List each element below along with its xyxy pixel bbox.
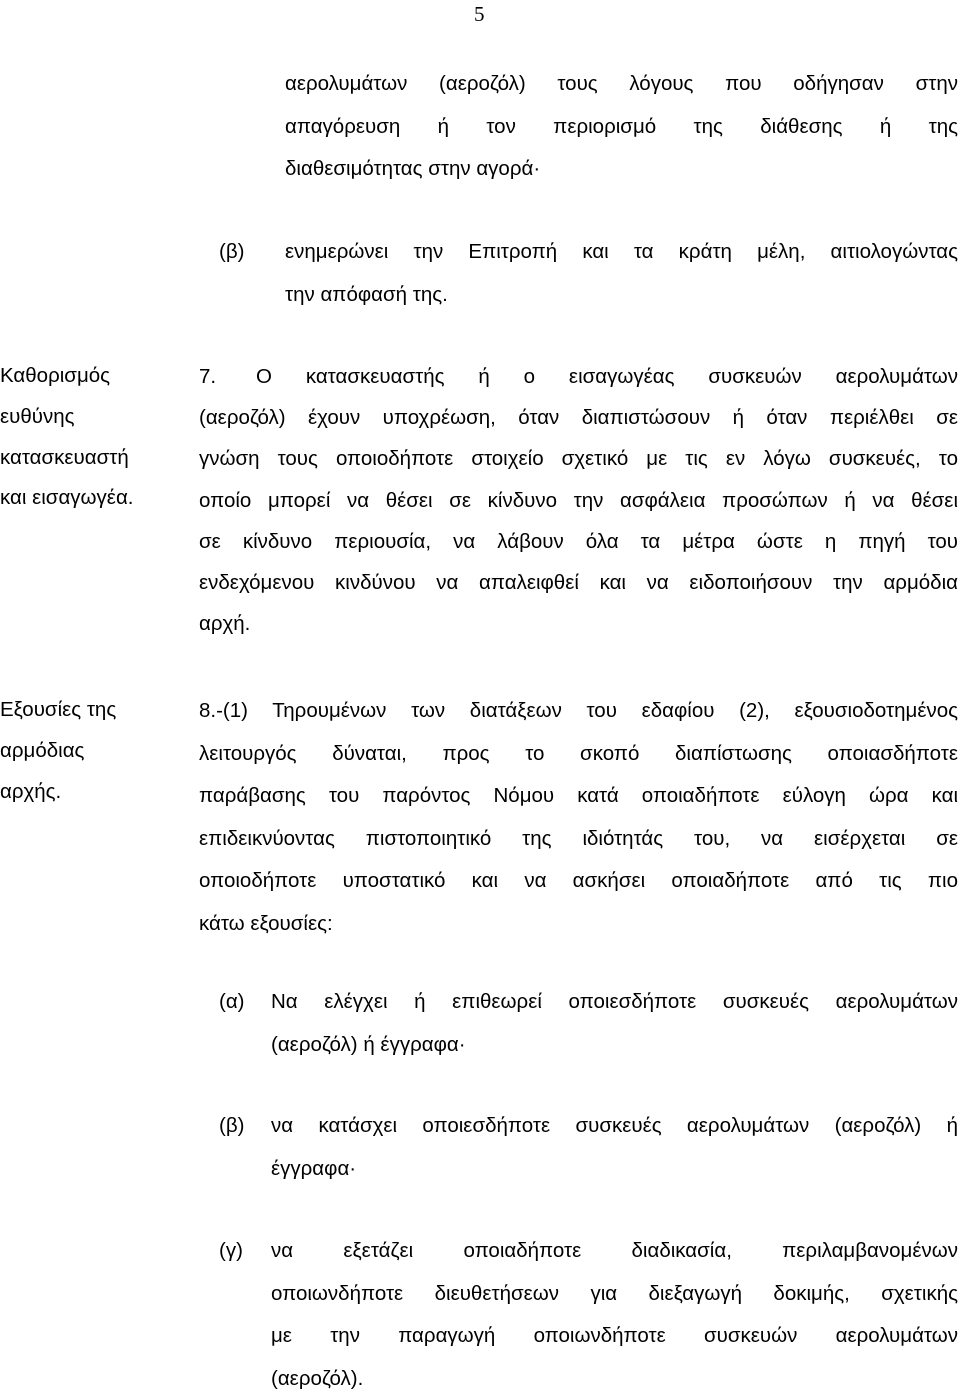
text-line: ενδεχόμενου κινδύνου να απαλειφθεί και να ειδοποιήσουν την αρμόδια (199, 571, 958, 595)
item-marker: (β) (219, 240, 245, 263)
page-number: 5 (474, 2, 485, 26)
side-heading-line: Εξουσίες της (0, 698, 117, 721)
text-line: να κατάσχει οποιεσδήποτε συσκευές αερολυμάτων (αεροζόλ) ή (271, 1114, 958, 1137)
side-heading-line: αρμόδιας (0, 738, 85, 762)
section-7-paragraph (199, 356, 958, 644)
text-line: (αεροζόλ) έχουν υποχρέωση, όταν διαπιστώσουν ή όταν περιέλθει σε (199, 406, 958, 430)
text-line: 8.-(1) Τηρουμένων των διατάξεων του εδαφίου (2), εξουσιοδοτημένος (199, 699, 958, 722)
item-paragraph (285, 231, 958, 316)
text-line: κάτω εξουσίες: (199, 911, 333, 935)
side-heading-section-8 (0, 690, 175, 812)
text-line: απαγόρευση ή τον περιορισμό της διάθεσης ή της (285, 114, 958, 138)
text-line: οποιοδήποτε υποστατικό και να ασκήσει οποιαδήποτε από τις πιο (199, 869, 958, 893)
text-line: με την παραγωγή οποιωνδήποτε συσκευών αερολυμάτων (271, 1324, 958, 1348)
continuation-paragraph (285, 63, 958, 191)
item-marker: (β) (219, 1114, 245, 1137)
item-marker: (α) (219, 990, 245, 1013)
side-heading-line: ευθύνης (0, 404, 75, 428)
text-line: να εξετάζει οποιαδήποτε διαδικασία, περιλαμβανομένων (271, 1239, 958, 1262)
item-marker: (γ) (219, 1239, 243, 1262)
text-line: την απόφασή της. (285, 282, 448, 306)
text-line: επιδεικνύοντας πιστοποιητικό της ιδιότητάς του, να εισέρχεται σε (199, 826, 958, 850)
side-heading-line: αρχής. (0, 779, 62, 803)
item-paragraph (271, 1105, 958, 1190)
item-paragraph (271, 1230, 958, 1400)
text-line: (αεροζόλ). (271, 1366, 364, 1390)
text-line: παράβασης του παρόντος Νόμου κατά οποιαδήποτε εύλογη ώρα και (199, 784, 958, 808)
section-number: 7. (199, 365, 217, 388)
text-line: λειτουργός δύναται, προς το σκοπό διαπίστωσης οποιασδήποτε (199, 741, 958, 765)
section-8-paragraph (199, 690, 958, 946)
item-paragraph (271, 981, 958, 1066)
text-line: σε κίνδυνο περιουσία, να λάβουν όλα τα μέτρα ώστε η πηγή του (199, 529, 958, 553)
text-line: οποίο μπορεί να θέσει σε κίνδυνο την ασφάλεια προσώπων ή να θέσει (199, 488, 958, 512)
text-line: Ο κατασκευαστής ή ο εισαγωγέας συσκευών αερολυμάτων (256, 365, 958, 388)
side-heading-line: Καθορισμός (0, 364, 111, 387)
text-line: Να ελέγχει ή επιθεωρεί οποιεσδήποτε συσκευές αερολυμάτων (271, 990, 958, 1013)
text-line: γνώση τους οποιοδήποτε στοιχείο σχετικό με τις εν λόγω συσκευές, το (199, 447, 958, 471)
text-line: (αεροζόλ) ή έγγραφα· (271, 1032, 466, 1056)
side-heading-line: και εισαγωγέα. (0, 486, 134, 510)
text-line: αερολυμάτων (αεροζόλ) τους λόγους που οδήγησαν στην (285, 72, 958, 95)
text-line: ενημερώνει την Επιτροπή και τα κράτη μέλη, αιτιολογώντας (285, 240, 958, 263)
side-heading-section-7 (0, 356, 175, 519)
text-line: αρχή. (199, 612, 251, 636)
text-line: οποιωνδήποτε διευθετήσεων για διεξαγωγή δοκιμής, σχετικής (271, 1281, 958, 1305)
text-line: έγγραφα· (271, 1156, 357, 1180)
text-line: διαθεσιμότητας στην αγορά· (285, 157, 541, 181)
side-heading-line: κατασκευαστή (0, 445, 129, 469)
